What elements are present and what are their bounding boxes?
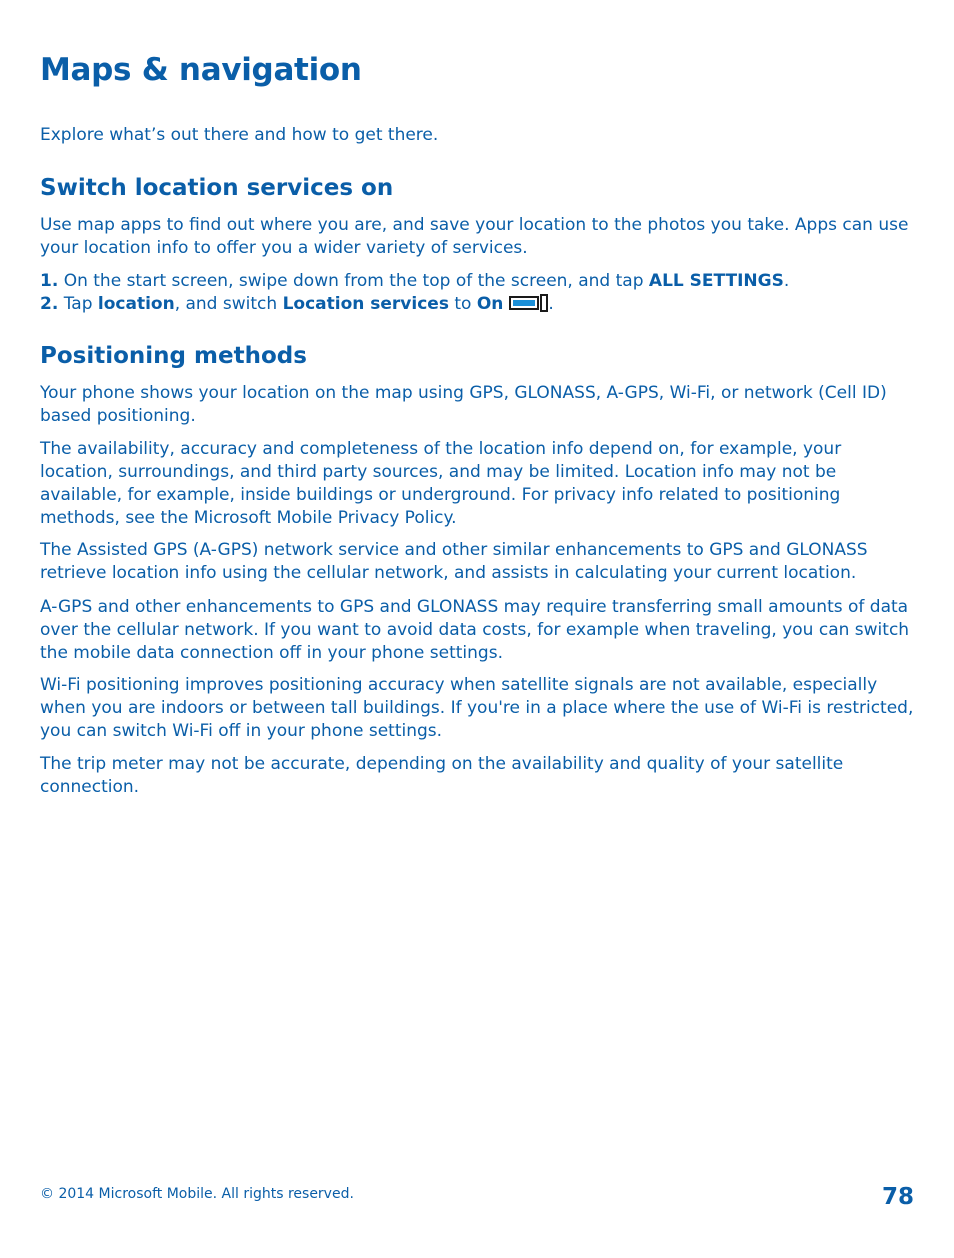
- paragraph-line: methods, see the Microsoft Mobile Privacy Policy.: [40, 508, 457, 528]
- page-number: 78: [881, 1184, 914, 1210]
- paragraph-line: your location info to offer you a wider variety of services.: [40, 238, 528, 258]
- paragraph-line: The availability, accuracy and completeness of the location info depend on, for example, your: [40, 439, 842, 459]
- on-label: On: [476, 294, 504, 314]
- paragraph-line: available, for example, inside buildings or underground. For privacy info related to positioning: [40, 485, 841, 505]
- positioning-paragraph-1: [40, 382, 918, 428]
- positioning-paragraph-2: [40, 438, 918, 530]
- paragraph-line: you can switch Wi-Fi off in your phone settings.: [40, 721, 443, 741]
- paragraph-line: The trip meter may not be accurate, depending on the availability and quality of your satellite: [40, 754, 844, 774]
- location-label: location: [97, 294, 175, 314]
- section-heading-positioning-methods: Positioning methods: [40, 343, 307, 369]
- switch-location-paragraph: [40, 214, 918, 260]
- step-number: 1.: [40, 271, 59, 291]
- positioning-paragraph-5: [40, 674, 918, 743]
- paragraph-line: the mobile data connection off in your phone settings.: [40, 643, 503, 663]
- positioning-paragraph-3: [40, 539, 918, 585]
- toggle-switch-on-icon: [509, 296, 539, 310]
- paragraph-line: Wi-Fi positioning improves positioning accuracy when satellite signals are not available, especially: [40, 675, 878, 695]
- paragraph-line: over the cellular network. If you want to avoid data costs, for example when traveling, you can switch: [40, 620, 910, 640]
- paragraph-line: Your phone shows your location on the map using GPS, GLONASS, A-GPS, Wi-Fi, or network (Cell ID): [40, 383, 887, 403]
- step-1: 1. On the start screen, swipe down from the top of the screen, and tap ALL SETTINGS.: [40, 271, 790, 291]
- paragraph-line: retrieve location info using the cellular network, and assists in calculating your current location.: [40, 563, 857, 583]
- footer-copyright: © 2014 Microsoft Mobile. All rights reserved.: [40, 1186, 354, 1202]
- paragraph-line: A-GPS and other enhancements to GPS and GLONASS may require transferring small amounts of data: [40, 597, 909, 617]
- location-services-label: Location services: [282, 294, 449, 314]
- intro-text: Explore what’s out there and how to get there.: [40, 125, 439, 145]
- paragraph-line: location, surroundings, and third party sources, and may be limited. Location info may not be: [40, 462, 837, 482]
- paragraph-line: The Assisted GPS (A-GPS) network service and other similar enhancements to GPS and GLONASS: [40, 540, 868, 560]
- paragraph-line: when you are indoors or between tall buildings. If you're in a place where the use of Wi-Fi is restricted,: [40, 698, 914, 718]
- all-settings-label: ALL SETTINGS: [648, 271, 784, 291]
- step-2: 2. Tap location, and switch Location services to On .: [40, 294, 554, 314]
- page-title: Maps & navigation: [40, 52, 362, 88]
- positioning-paragraph-6: [40, 753, 918, 799]
- step-number: 2.: [40, 294, 59, 314]
- paragraph-line: Use map apps to find out where you are, and save your location to the photos you take. Apps can use: [40, 215, 909, 235]
- positioning-paragraph-4: [40, 596, 918, 665]
- paragraph-line: connection.: [40, 777, 140, 797]
- steps-list: [40, 270, 918, 316]
- section-heading-switch-location: Switch location services on: [40, 175, 394, 201]
- paragraph-line: based positioning.: [40, 406, 196, 426]
- step-text: On the start screen, swipe down from the top of the screen, and tap: [58, 271, 649, 291]
